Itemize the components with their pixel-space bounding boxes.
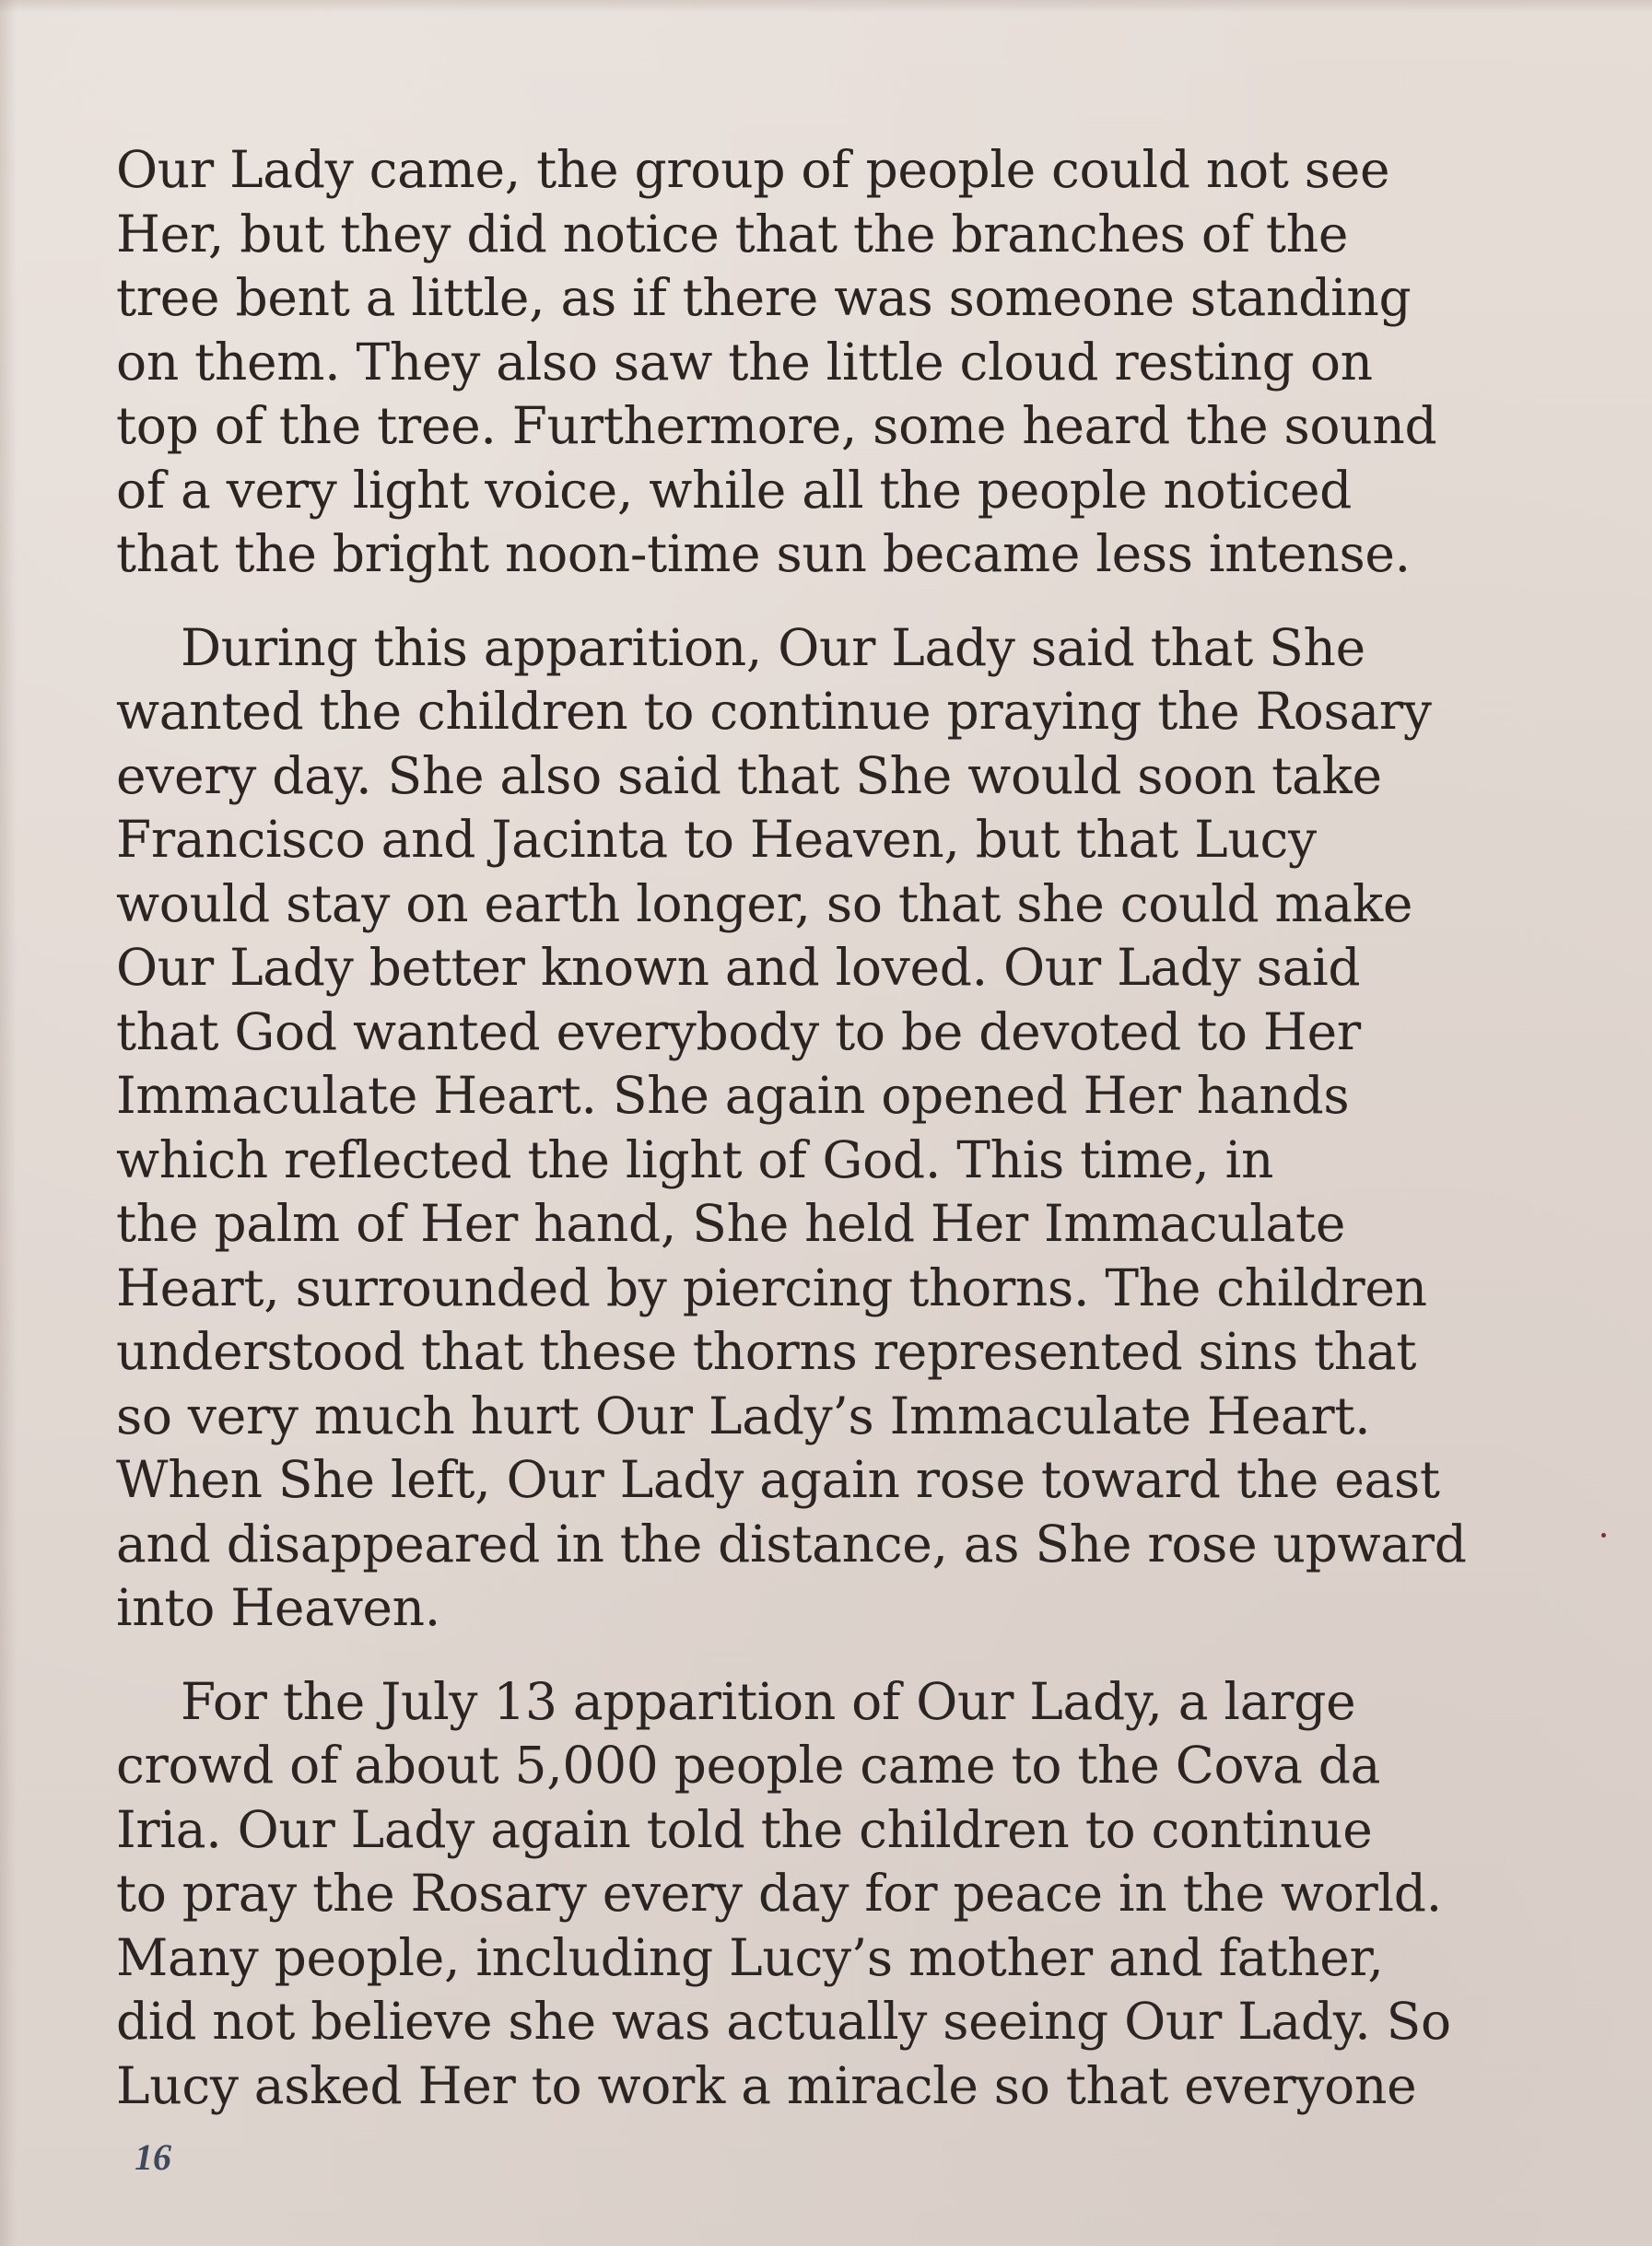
paragraph-3: For the July 13 apparition of Our Lady, a large crowd of about 5,000 people came to the Cova da Iria. Our Lady again told the children to continue to pray the Rosary every day for peace in the world. Many people, including Lucy’s mother and father, did not believe she was actually seeing Our Lady. So Lucy asked Her to work a miracle so that everyone: [116, 1671, 1451, 2115]
body-text: [116, 138, 1563, 2147]
page-shadow-left: [0, 0, 17, 2246]
page-shadow-top: [0, 0, 1652, 13]
page-number: 16: [135, 2136, 171, 2178]
paragraph-1: Our Lady came, the group of people could not see Her, but they did notice that the branches of the tree bent a little, as if there was someone standing on them. They also saw the little cloud resting on top of the tree. Furthermore, some heard the sound of a very light voice, while all the people noticed that the bright noon-time sun became less intense.: [116, 140, 1437, 583]
paragraph-2: During this apparition, Our Lady said that She wanted the children to continue praying the Rosary every day. She also said that She would soon take Francisco and Jacinta to Heaven, but that Lucy would stay on earth longer, so that she could make Our Lady better known and loved. Our Lady said that God wanted everybody to be devoted to Her Immaculate Heart. She again opened Her hands which reflected the light of God. This time, in the palm of Her hand, She held Her Immaculate Heart, surrounded by piercing thorns. The children understood that these thorns represented sins that so very much hurt Our Lady’s Immaculate Heart. When She left, Our Lady again rose toward the east and disappeared in the distance, as She rose upward into Heaven.: [116, 617, 1467, 1637]
print-speck: [1601, 1533, 1606, 1538]
